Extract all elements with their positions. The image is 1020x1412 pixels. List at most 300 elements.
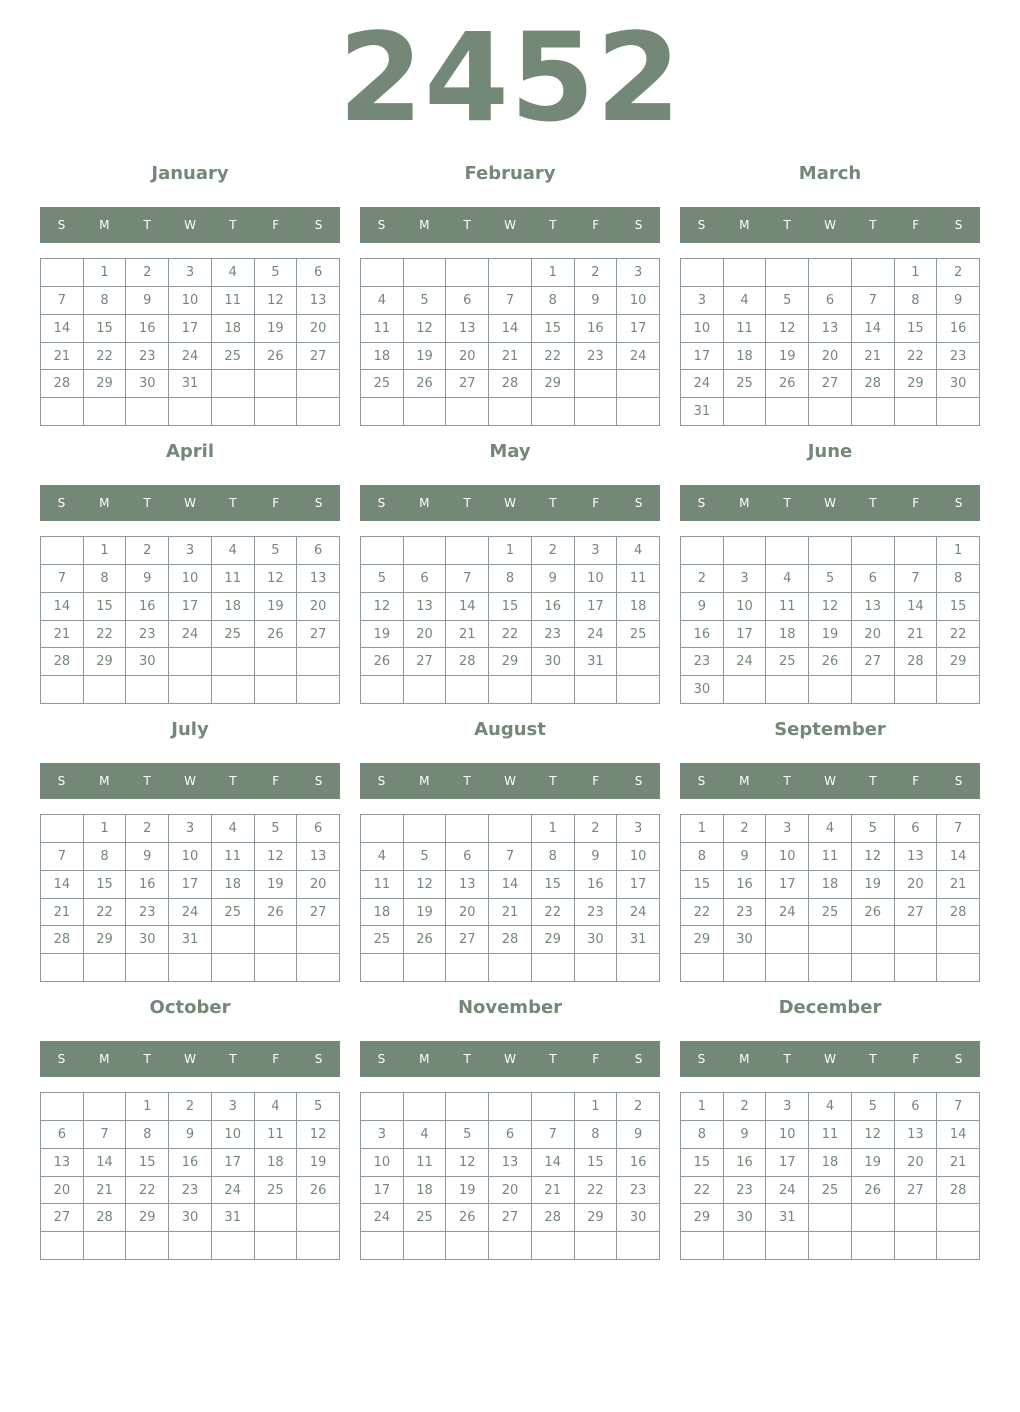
weekday-label: W: [504, 218, 516, 232]
day-cell: 12: [361, 593, 404, 621]
day-cell: 17: [681, 343, 724, 371]
day-cell: 26: [255, 343, 298, 371]
day-cell: 1: [895, 259, 938, 287]
empty-day-cell: [724, 398, 767, 426]
day-cell: 19: [255, 315, 298, 343]
day-cell: 19: [404, 343, 447, 371]
day-cell: 19: [766, 343, 809, 371]
empty-day-cell: [937, 398, 980, 426]
weekday-label: M: [419, 774, 430, 788]
day-cell: 25: [404, 1204, 447, 1232]
day-cell: 24: [169, 343, 212, 371]
day-cell: 13: [489, 1149, 532, 1177]
day-cell: 8: [681, 1121, 724, 1149]
day-cell: 19: [297, 1149, 340, 1177]
empty-day-cell: [255, 370, 298, 398]
day-cell: 8: [84, 565, 127, 593]
empty-day-cell: [617, 370, 660, 398]
day-cell: 8: [84, 843, 127, 871]
day-cell: 27: [297, 343, 340, 371]
day-cell: 1: [532, 815, 575, 843]
day-cell: 9: [126, 565, 169, 593]
empty-day-cell: [895, 1232, 938, 1260]
day-cell: 14: [41, 593, 84, 621]
weekday-header: [360, 763, 660, 799]
empty-day-cell: [84, 954, 127, 982]
day-cell: 30: [126, 648, 169, 676]
day-cell: 23: [126, 899, 169, 927]
empty-day-cell: [532, 1232, 575, 1260]
empty-day-cell: [809, 676, 852, 704]
day-grid: [40, 814, 340, 982]
day-cell: 24: [617, 899, 660, 927]
weekday-label: M: [419, 218, 430, 232]
weekday-label: S: [377, 496, 386, 510]
day-cell: 3: [575, 537, 618, 565]
weekday-label: M: [99, 496, 110, 510]
weekday-label: F: [912, 774, 920, 788]
empty-day-cell: [681, 537, 724, 565]
day-cell: 5: [255, 815, 298, 843]
day-cell: 26: [852, 899, 895, 927]
day-cell: 20: [895, 1149, 938, 1177]
empty-day-cell: [852, 537, 895, 565]
empty-day-cell: [41, 398, 84, 426]
weekday-label: S: [57, 496, 66, 510]
day-cell: 5: [404, 287, 447, 315]
day-grid: [680, 258, 980, 426]
weekday-label: T: [869, 218, 877, 232]
day-cell: 4: [617, 537, 660, 565]
empty-day-cell: [575, 370, 618, 398]
weekday-label: T: [549, 218, 557, 232]
weekday-label: F: [272, 774, 280, 788]
empty-day-cell: [895, 926, 938, 954]
day-cell: 30: [937, 370, 980, 398]
day-cell: 15: [895, 315, 938, 343]
day-cell: 22: [84, 621, 127, 649]
day-cell: 6: [446, 843, 489, 871]
day-cell: 11: [724, 315, 767, 343]
day-cell: 5: [404, 843, 447, 871]
day-cell: 11: [809, 1121, 852, 1149]
weekday-label: M: [99, 1052, 110, 1066]
day-cell: 22: [937, 621, 980, 649]
empty-day-cell: [809, 537, 852, 565]
day-grid: [360, 814, 660, 982]
day-cell: 13: [446, 315, 489, 343]
day-cell: 16: [126, 593, 169, 621]
weekday-header: [360, 1041, 660, 1077]
day-cell: 2: [126, 815, 169, 843]
empty-day-cell: [41, 676, 84, 704]
day-cell: 21: [41, 621, 84, 649]
weekday-header: [40, 485, 340, 521]
day-cell: 15: [84, 593, 127, 621]
day-cell: 12: [766, 315, 809, 343]
day-cell: 12: [446, 1149, 489, 1177]
day-cell: 25: [617, 621, 660, 649]
day-cell: 4: [766, 565, 809, 593]
day-cell: 24: [169, 899, 212, 927]
month-name: April: [165, 441, 215, 462]
day-cell: 6: [297, 815, 340, 843]
day-cell: 13: [852, 593, 895, 621]
day-cell: 15: [937, 593, 980, 621]
year-title: 2452: [338, 7, 682, 149]
day-cell: 17: [169, 593, 212, 621]
day-cell: 8: [575, 1121, 618, 1149]
empty-day-cell: [404, 1232, 447, 1260]
day-cell: 2: [724, 1093, 767, 1121]
day-cell: 9: [681, 593, 724, 621]
day-cell: 12: [255, 287, 298, 315]
day-cell: 11: [255, 1121, 298, 1149]
empty-day-cell: [169, 954, 212, 982]
empty-day-cell: [766, 398, 809, 426]
empty-day-cell: [937, 676, 980, 704]
day-cell: 16: [575, 871, 618, 899]
day-cell: 2: [126, 537, 169, 565]
day-cell: 2: [617, 1093, 660, 1121]
empty-day-cell: [532, 954, 575, 982]
day-cell: 23: [724, 899, 767, 927]
day-cell: 22: [489, 621, 532, 649]
day-cell: 16: [169, 1149, 212, 1177]
day-cell: 24: [681, 370, 724, 398]
day-cell: 20: [895, 871, 938, 899]
day-cell: 24: [766, 899, 809, 927]
day-cell: 20: [489, 1177, 532, 1205]
day-cell: 23: [575, 899, 618, 927]
empty-day-cell: [489, 1093, 532, 1121]
weekday-label: S: [697, 774, 706, 788]
day-cell: 20: [297, 315, 340, 343]
empty-day-cell: [809, 259, 852, 287]
weekday-label: T: [783, 496, 791, 510]
weekday-label: T: [463, 774, 471, 788]
day-cell: 11: [404, 1149, 447, 1177]
empty-day-cell: [446, 815, 489, 843]
day-cell: 18: [809, 1149, 852, 1177]
weekday-label: T: [143, 1052, 151, 1066]
empty-day-cell: [446, 537, 489, 565]
empty-day-cell: [404, 676, 447, 704]
day-cell: 11: [361, 871, 404, 899]
day-cell: 27: [895, 899, 938, 927]
empty-day-cell: [255, 398, 298, 426]
day-cell: 29: [84, 370, 127, 398]
empty-day-cell: [404, 1093, 447, 1121]
weekday-label: F: [592, 774, 600, 788]
day-cell: 16: [532, 593, 575, 621]
day-cell: 12: [404, 871, 447, 899]
weekday-label: T: [143, 774, 151, 788]
day-cell: 27: [852, 648, 895, 676]
empty-day-cell: [255, 1204, 298, 1232]
day-cell: 3: [617, 259, 660, 287]
day-cell: 26: [809, 648, 852, 676]
day-cell: 17: [169, 315, 212, 343]
day-cell: 14: [41, 315, 84, 343]
day-cell: 4: [809, 815, 852, 843]
weekday-label: T: [783, 1052, 791, 1066]
day-cell: 23: [169, 1177, 212, 1205]
weekday-header: [680, 763, 980, 799]
day-cell: 28: [489, 926, 532, 954]
day-cell: 10: [169, 843, 212, 871]
weekday-label: W: [184, 218, 196, 232]
weekday-label: T: [869, 496, 877, 510]
month-name: May: [489, 441, 531, 462]
day-cell: 28: [852, 370, 895, 398]
day-cell: 13: [297, 565, 340, 593]
empty-day-cell: [361, 1093, 404, 1121]
day-cell: 19: [852, 1149, 895, 1177]
day-cell: 26: [852, 1177, 895, 1205]
day-cell: 1: [532, 259, 575, 287]
empty-day-cell: [446, 954, 489, 982]
day-cell: 4: [212, 815, 255, 843]
day-cell: 5: [297, 1093, 340, 1121]
day-cell: 12: [255, 565, 298, 593]
day-cell: 7: [532, 1121, 575, 1149]
day-cell: 18: [212, 315, 255, 343]
day-cell: 9: [617, 1121, 660, 1149]
empty-day-cell: [446, 398, 489, 426]
weekday-label: T: [549, 1052, 557, 1066]
empty-day-cell: [84, 1093, 127, 1121]
day-cell: 1: [937, 537, 980, 565]
empty-day-cell: [724, 537, 767, 565]
day-cell: 4: [361, 287, 404, 315]
day-cell: 21: [895, 621, 938, 649]
day-cell: 7: [84, 1121, 127, 1149]
day-cell: 4: [212, 259, 255, 287]
weekday-label: S: [954, 774, 963, 788]
empty-day-cell: [852, 1232, 895, 1260]
day-cell: 18: [809, 871, 852, 899]
day-cell: 21: [852, 343, 895, 371]
day-grid: [360, 258, 660, 426]
empty-day-cell: [575, 954, 618, 982]
day-grid: [680, 1092, 980, 1260]
weekday-label: W: [184, 1052, 196, 1066]
day-cell: 26: [297, 1177, 340, 1205]
weekday-label: W: [824, 218, 836, 232]
empty-day-cell: [404, 815, 447, 843]
day-cell: 16: [575, 315, 618, 343]
day-cell: 12: [404, 315, 447, 343]
day-cell: 19: [361, 621, 404, 649]
day-cell: 22: [84, 343, 127, 371]
day-cell: 1: [84, 259, 127, 287]
day-cell: 26: [255, 621, 298, 649]
day-cell: 1: [126, 1093, 169, 1121]
weekday-label: M: [99, 218, 110, 232]
day-cell: 6: [404, 565, 447, 593]
empty-day-cell: [41, 259, 84, 287]
day-cell: 1: [681, 1093, 724, 1121]
empty-day-cell: [169, 1232, 212, 1260]
weekday-label: T: [143, 218, 151, 232]
empty-day-cell: [361, 259, 404, 287]
day-cell: 13: [41, 1149, 84, 1177]
day-cell: 4: [212, 537, 255, 565]
day-cell: 25: [212, 621, 255, 649]
weekday-label: F: [912, 496, 920, 510]
day-cell: 16: [126, 315, 169, 343]
day-grid: [680, 814, 980, 982]
day-cell: 28: [446, 648, 489, 676]
empty-day-cell: [212, 676, 255, 704]
empty-day-cell: [404, 398, 447, 426]
weekday-header: [360, 207, 660, 243]
weekday-label: F: [592, 1052, 600, 1066]
empty-day-cell: [489, 676, 532, 704]
empty-day-cell: [84, 1232, 127, 1260]
weekday-label: F: [272, 496, 280, 510]
day-cell: 22: [84, 899, 127, 927]
empty-day-cell: [724, 259, 767, 287]
day-cell: 3: [617, 815, 660, 843]
day-cell: 18: [361, 343, 404, 371]
day-cell: 30: [724, 926, 767, 954]
empty-day-cell: [212, 370, 255, 398]
empty-day-cell: [766, 954, 809, 982]
weekday-label: W: [824, 774, 836, 788]
day-cell: 7: [852, 287, 895, 315]
day-cell: 29: [489, 648, 532, 676]
empty-day-cell: [681, 1232, 724, 1260]
day-cell: 2: [575, 259, 618, 287]
day-cell: 28: [41, 648, 84, 676]
day-cell: 18: [212, 593, 255, 621]
day-cell: 10: [169, 565, 212, 593]
day-cell: 14: [489, 871, 532, 899]
day-cell: 8: [937, 565, 980, 593]
day-cell: 21: [41, 343, 84, 371]
empty-day-cell: [297, 1204, 340, 1232]
day-cell: 11: [766, 593, 809, 621]
weekday-label: T: [463, 1052, 471, 1066]
day-cell: 29: [532, 370, 575, 398]
day-cell: 22: [681, 899, 724, 927]
day-cell: 31: [681, 398, 724, 426]
day-cell: 2: [532, 537, 575, 565]
day-cell: 30: [681, 676, 724, 704]
weekday-label: T: [229, 496, 237, 510]
day-cell: 8: [126, 1121, 169, 1149]
day-cell: 7: [489, 843, 532, 871]
weekday-label: T: [549, 774, 557, 788]
day-cell: 10: [617, 287, 660, 315]
empty-day-cell: [446, 676, 489, 704]
empty-day-cell: [169, 648, 212, 676]
day-cell: 10: [681, 315, 724, 343]
empty-day-cell: [297, 1232, 340, 1260]
day-cell: 27: [809, 370, 852, 398]
day-cell: 28: [937, 899, 980, 927]
day-cell: 7: [489, 287, 532, 315]
day-cell: 1: [575, 1093, 618, 1121]
empty-day-cell: [809, 926, 852, 954]
weekday-label: T: [869, 774, 877, 788]
day-cell: 18: [212, 871, 255, 899]
day-cell: 6: [297, 537, 340, 565]
empty-day-cell: [404, 537, 447, 565]
day-cell: 30: [169, 1204, 212, 1232]
month-name: July: [171, 719, 209, 740]
empty-day-cell: [255, 648, 298, 676]
day-cell: 27: [297, 899, 340, 927]
empty-day-cell: [766, 926, 809, 954]
day-grid: [40, 536, 340, 704]
day-cell: 19: [255, 593, 298, 621]
day-cell: 13: [404, 593, 447, 621]
empty-day-cell: [212, 1232, 255, 1260]
empty-day-cell: [41, 537, 84, 565]
day-cell: 8: [532, 843, 575, 871]
day-cell: 8: [489, 565, 532, 593]
weekday-header: [40, 763, 340, 799]
day-cell: 26: [766, 370, 809, 398]
empty-day-cell: [212, 954, 255, 982]
day-cell: 29: [84, 926, 127, 954]
empty-day-cell: [937, 926, 980, 954]
empty-day-cell: [126, 676, 169, 704]
empty-day-cell: [895, 954, 938, 982]
day-cell: 25: [766, 648, 809, 676]
weekday-label: S: [377, 1052, 386, 1066]
empty-day-cell: [212, 398, 255, 426]
weekday-label: S: [377, 218, 386, 232]
day-cell: 6: [852, 565, 895, 593]
day-cell: 23: [126, 621, 169, 649]
weekday-label: M: [99, 774, 110, 788]
empty-day-cell: [255, 1232, 298, 1260]
month-name: August: [474, 719, 546, 740]
weekday-label: F: [912, 1052, 920, 1066]
day-cell: 22: [126, 1177, 169, 1205]
day-cell: 5: [766, 287, 809, 315]
day-cell: 29: [84, 648, 127, 676]
day-cell: 30: [532, 648, 575, 676]
day-cell: 24: [617, 343, 660, 371]
day-cell: 2: [169, 1093, 212, 1121]
day-cell: 15: [126, 1149, 169, 1177]
day-cell: 29: [532, 926, 575, 954]
empty-day-cell: [937, 954, 980, 982]
empty-day-cell: [255, 926, 298, 954]
day-cell: 14: [446, 593, 489, 621]
month-name: October: [149, 997, 231, 1018]
empty-day-cell: [255, 954, 298, 982]
day-cell: 7: [895, 565, 938, 593]
day-cell: 5: [361, 565, 404, 593]
day-cell: 13: [895, 1121, 938, 1149]
empty-day-cell: [532, 676, 575, 704]
day-cell: 23: [617, 1177, 660, 1205]
day-cell: 20: [852, 621, 895, 649]
weekday-label: W: [184, 774, 196, 788]
day-cell: 15: [532, 871, 575, 899]
day-cell: 27: [895, 1177, 938, 1205]
day-cell: 30: [126, 370, 169, 398]
day-cell: 29: [681, 926, 724, 954]
day-cell: 25: [361, 926, 404, 954]
empty-day-cell: [297, 398, 340, 426]
